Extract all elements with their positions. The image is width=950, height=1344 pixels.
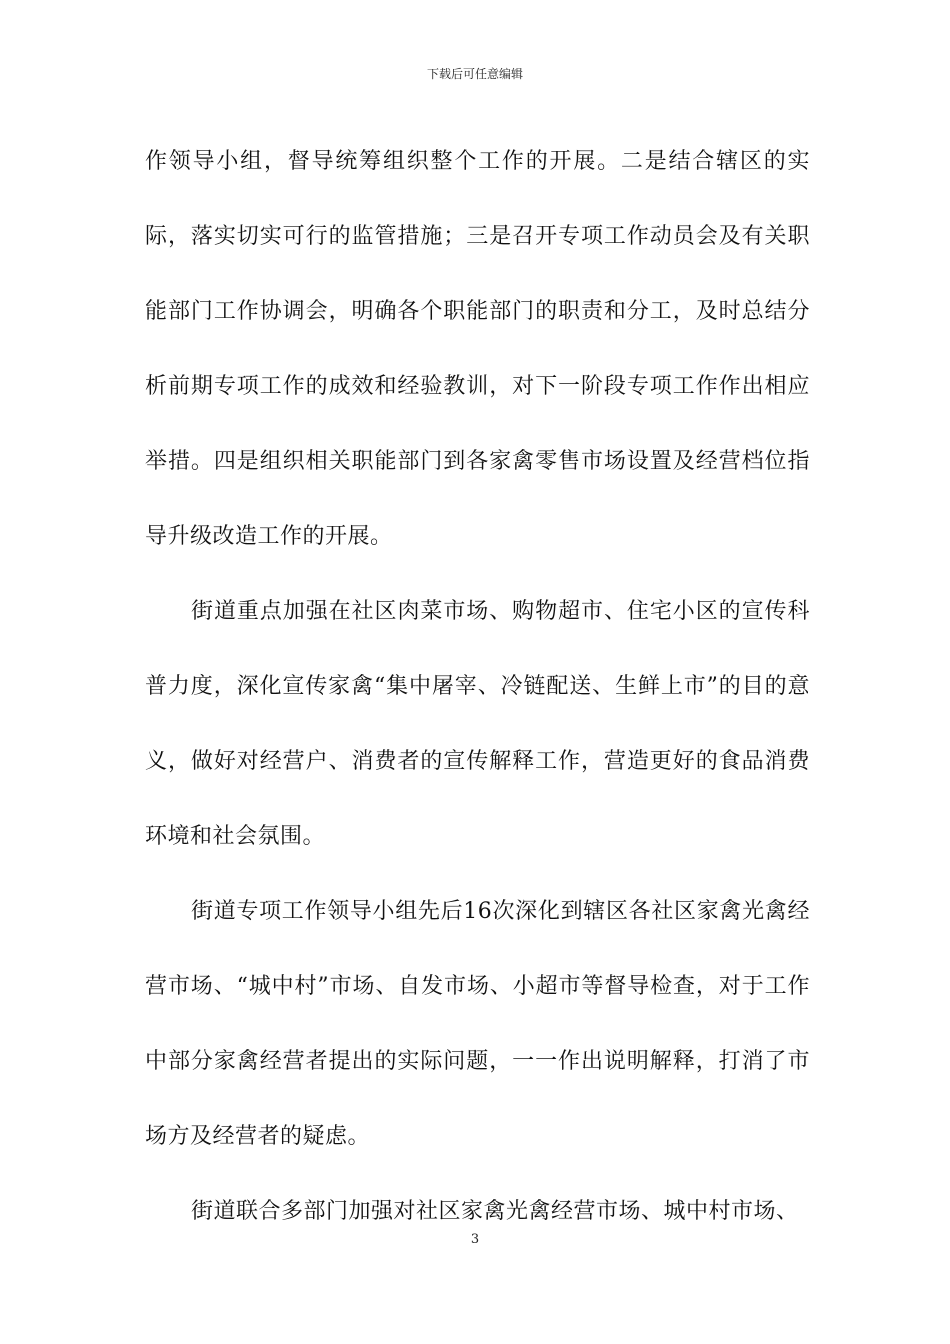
page-number: 3 bbox=[470, 1232, 480, 1247]
document-body bbox=[145, 124, 810, 1249]
page-header: 下载后可任意编辑 bbox=[426, 67, 523, 81]
paragraph-joint-action: 街道联合多部门加强对社区家禽光禽经营市场、城中村市场、 bbox=[191, 1199, 799, 1224]
paragraph-inspection: 街道专项工作领导小组先后16次深化到辖区各社区家禽光禽经营市场、“城中村”市场、自发市场、小超市等督导检查，对于工作中部分家禽经营者提出的实际问题，一一作出说明解释，打消了市场方及经营者的疑虑。 bbox=[145, 899, 810, 1149]
paragraph-publicity: 街道重点加强在社区肉菜市场、购物超市、住宅小区的宣传科普力度，深化宣传家禽“集中屠宰、冷链配送、生鲜上市”的目的意义，做好对经营户、消费者的宣传解释工作，营造更好的食品消费环境和社会氛围。 bbox=[145, 599, 810, 849]
paragraph-continued: 作领导小组，督导统筹组织整个工作的开展。二是结合辖区的实际，落实切实可行的监管措施；三是召开专项工作动员会及有关职能部门工作协调会，明确各个职能部门的职责和分工，及时总结分析前期专项工作的成效和经验教训，对下一阶段专项工作作出相应举措。四是组织相关职能部门到各家禽零售市场设置及经营档位指导升级改造工作的开展。 bbox=[145, 149, 810, 549]
